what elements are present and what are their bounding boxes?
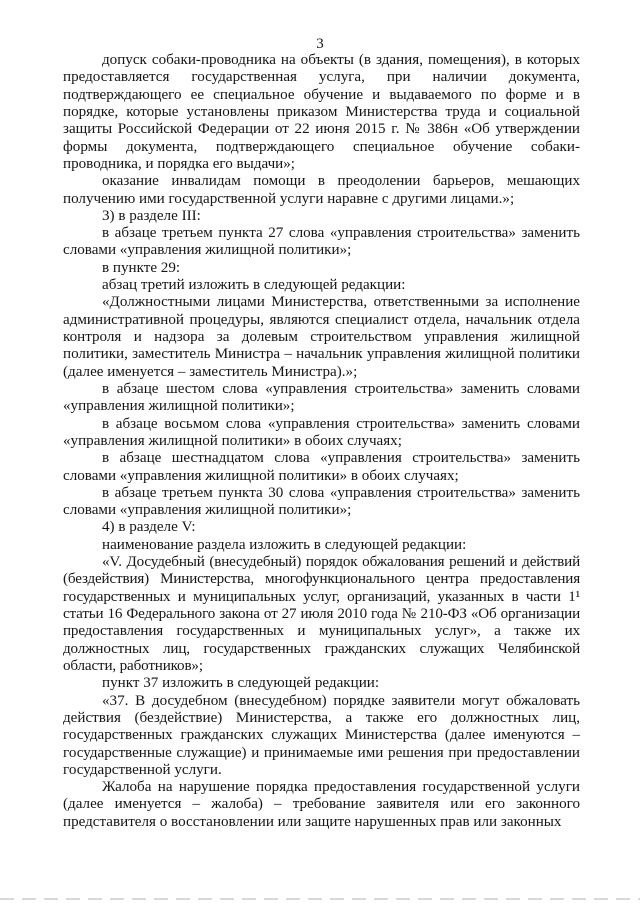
paragraph-complaint-definition: Жалоба на нарушение порядка предоставления государственной услуги (далее именуется – жалоба) – требование заявителя или его законного представителя о восстановлении или защите нарушенных прав или законных [63,779,580,830]
paragraph-sixth-subparagraph-amendment: в абзаце шестом слова «управления строительства» заменить словами «управления жилищной политики»; [63,380,580,415]
paragraph-section-iii-heading: 3) в разделе III: [102,207,201,224]
paragraph-point-37-text: «37. В досудебном (внесудебном) порядке заявители могут обжаловать действия (бездействие) Министерства, а также его должностных лиц, государственных гражданских служащих Министерства (далее именуются – государственные служащие) и принимаемые ими решения при предоставлении государственной услуги. [63,692,580,778]
paragraph-sixteenth-subparagraph-amendment: в абзаце шестнадцатом слова «управления строительства» заменить словами «управления жилищной политики» в обоих случаях; [63,450,580,484]
paragraph-point-27-amendment: в абзаце третьем пункта 27 слова «управления строительства» заменить словами «управления жилищной политики»; [63,225,580,259]
paragraph-point-29-heading: в пункте 29: [102,259,181,276]
scan-edge-marks [0,898,640,900]
paragraph-point-30-amendment: в абзаце третьем пункта 30 слова «управления строительства» заменить словами «управления жилищной политики»; [63,484,580,519]
paragraph-officials-definition: «Должностными лицами Министерства, ответственными за исполнение административной процедуры, являются специалист отдела, начальник отдела контроля и надзора за долевым строительством управления жилищной политики, заместитель Министра – начальник управления жилищной политики (далее именуется – заместитель Министра).»; [63,294,580,380]
paragraph-section-v-heading: 4) в разделе V: [102,519,196,536]
paragraph-section-title-instruction: наименование раздела изложить в следующей редакции: [102,536,467,553]
paragraph-section-v-new-title: «V. Досудебный (внесудебный) порядок обжалования решений и действий (бездействия) Министерства, многофункционального центра предоставления государственных и муниципальных услуг, организаций, указанных в части 1¹ статьи 16 Федерального закона от 27 июля 2010 года № 210-ФЗ «Об организации предоставления государственных и муниципальных услуг», а также их должностных лиц, государственных гражданских служащих Челябинской области, работников»; [63,554,580,674]
paragraph-eighth-subparagraph-amendment: в абзаце восьмом слова «управления строительства» заменить словами «управления жилищной политики» в обоих случаях; [63,415,580,449]
document-body [63,52,580,831]
page-number: 3 [316,36,324,52]
paragraph-third-subparagraph-instruction: абзац третий изложить в следующей редакции: [102,277,406,294]
paragraph-disabled-assistance: оказание инвалидам помощи в преодолении барьеров, мешающих получению ими государственной услуги наравне с другими лицами.»; [63,173,580,207]
paragraph-dog-guide-access: допуск собаки-проводника на объекты (в здания, помещения), в которых предоставляется государственная услуга, при наличии документа, подтверждающего ее специальное обучение и выдаваемого по форме и в порядке, которые установлены приказом Министерства труда и социальной защиты Российской Федерации от 22 июня 2015 г. № 386н «Об утверждении формы документа, подтверждающего специальное обучение собаки-проводника, и порядка его выдачи»; [63,52,580,172]
paragraph-point-37-instruction: пункт 37 изложить в следующей редакции: [102,675,380,692]
